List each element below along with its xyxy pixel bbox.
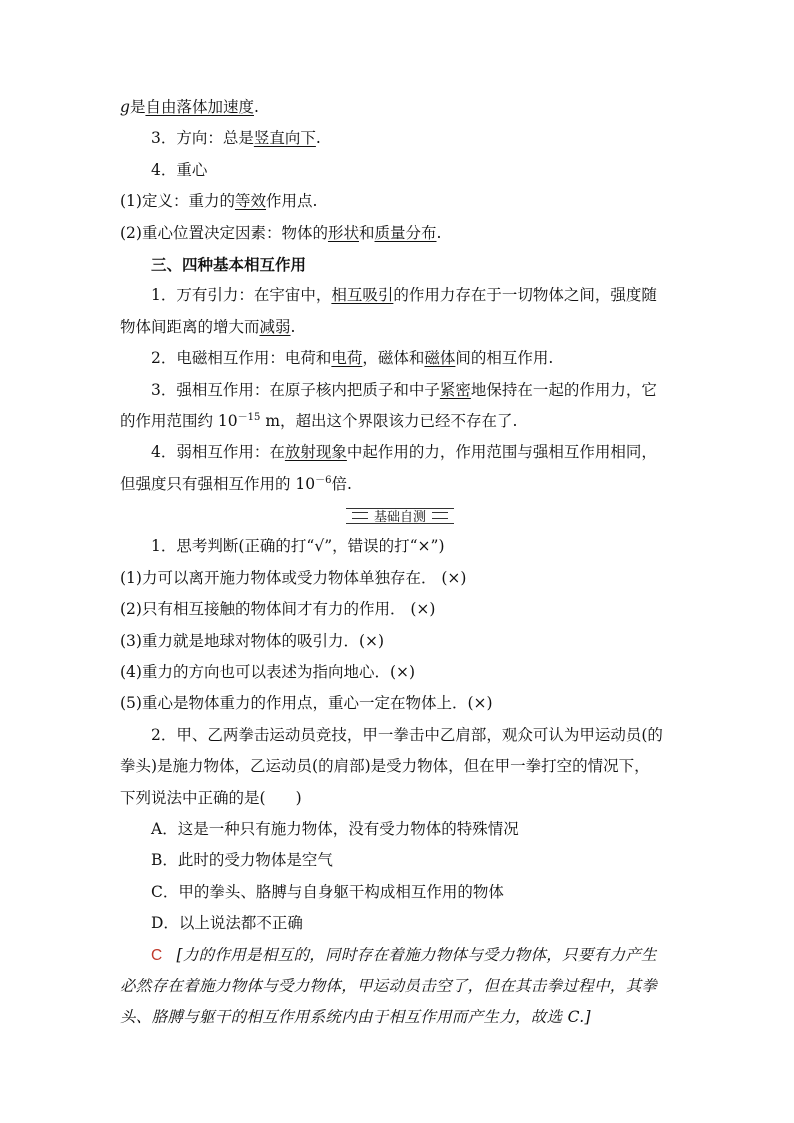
question-2-stem: 2．甲、乙两拳击运动员竞技，甲一拳击中乙肩部，观众可认为甲运动员(的 [151, 725, 663, 744]
underlined-term: 电荷 [331, 349, 363, 368]
banner-ornament-left [352, 512, 368, 519]
judgment-item: (5)重心是物体重力的作用点，重心一定在物体上．(×) [120, 694, 493, 713]
underlined-term: 竖直向下 [253, 129, 316, 148]
judgment-item: (4)重力的方向也可以表述为指向地心．(×) [120, 663, 416, 682]
underlined-term: 紧密 [439, 380, 471, 399]
section-title: 三、四种基本相互作用 [151, 254, 307, 274]
option-c: C．甲的拳头、胳膊与自身躯干构成相互作用的物体 [151, 882, 504, 901]
question-2-stem-cont: 拳头)是施力物体，乙运动员(的肩部)是受力物体，但在甲一拳打空的情况下， [120, 757, 650, 776]
option-b: B．此时的受力物体是空气 [151, 851, 333, 870]
interaction-item-1-cont: 物体间距离的增大而减弱. [120, 317, 296, 336]
interaction-item-4: 4．弱相互作用：在放射现象中起作用的力，作用范围与强相互作用相同， [151, 443, 657, 462]
g-definition-line: g是自由落体加速度. [120, 98, 259, 116]
center-of-gravity-title: 4．重心 [151, 160, 208, 179]
interaction-item-3-cont: 的作用范围约 $10^{-15}$ m，超出这个界限该力已经不存在了. [120, 411, 518, 430]
answer-key: C [151, 946, 163, 964]
question-2-stem-end: 下列说法中正确的是( ) [120, 788, 302, 807]
gravity-direction: 3．方向：总是竖直向下. [151, 129, 321, 148]
judgment-item: (2)只有相互接触的物体间才有力的作用． (×) [120, 600, 436, 619]
underlined-term: 等效 [234, 192, 266, 211]
interaction-item-2: 2．电磁相互作用：电荷和电荷，磁体和磁体间的相互作用. [151, 349, 554, 368]
underlined-term: 相互吸引 [331, 286, 394, 305]
underlined-term: 自由落体加速度 [145, 98, 254, 116]
banner-ornament-right [432, 512, 448, 519]
center-factors: (2)重心位置决定因素：物体的形状和质量分布. [120, 223, 442, 242]
underlined-term: 减弱 [259, 317, 291, 336]
self-test-banner [120, 500, 680, 531]
judgment-item: (3)重力就是地球对物体的吸引力．(×) [120, 631, 385, 650]
underlined-term: 放射现象 [284, 443, 347, 462]
judgment-item: (1)力可以离开施力物体或受力物体单独存在． (×) [120, 568, 467, 587]
answer-explanation-end: 头、胳膊与躯干的相互作用系统内由于相互作用而产生力，故选 C.] [120, 1008, 591, 1027]
center-definition: (1)定义：重力的等效作用点. [120, 192, 318, 211]
interaction-item-4-cont: 但强度只有强相互作用的 $10^{-6}$倍. [120, 474, 352, 493]
option-d: D．以上说法都不正确 [151, 914, 303, 933]
interaction-item-3: 3．强相互作用：在原子核内把质子和中子紧密地保持在一起的作用力，它 [151, 380, 657, 399]
interaction-item-1: 1．万有引力：在宇宙中，相互吸引的作用力存在于一切物体之间，强度随 [151, 286, 657, 305]
self-test-label: 基础自测 [373, 510, 426, 526]
answer-explanation-cont: 必然存在着施力物体与受力物体，甲运动员击空了，但在其击拳过程中，其拳 [120, 976, 658, 995]
underlined-term: 磁体 [424, 349, 456, 368]
document-page [120, 92, 680, 1034]
question-1-stem: 1．思考判断(正确的打“√”，错误的打“×”) [151, 537, 445, 556]
underlined-term: 形状 [327, 223, 359, 242]
option-a: A．这是一种只有施力物体，没有受力物体的特殊情况 [151, 819, 519, 838]
underlined-term: 质量分布 [374, 223, 437, 242]
answer-explanation: C [力的作用是相互的，同时存在着施力物体与受力物体，只要有力产生 [151, 945, 657, 964]
